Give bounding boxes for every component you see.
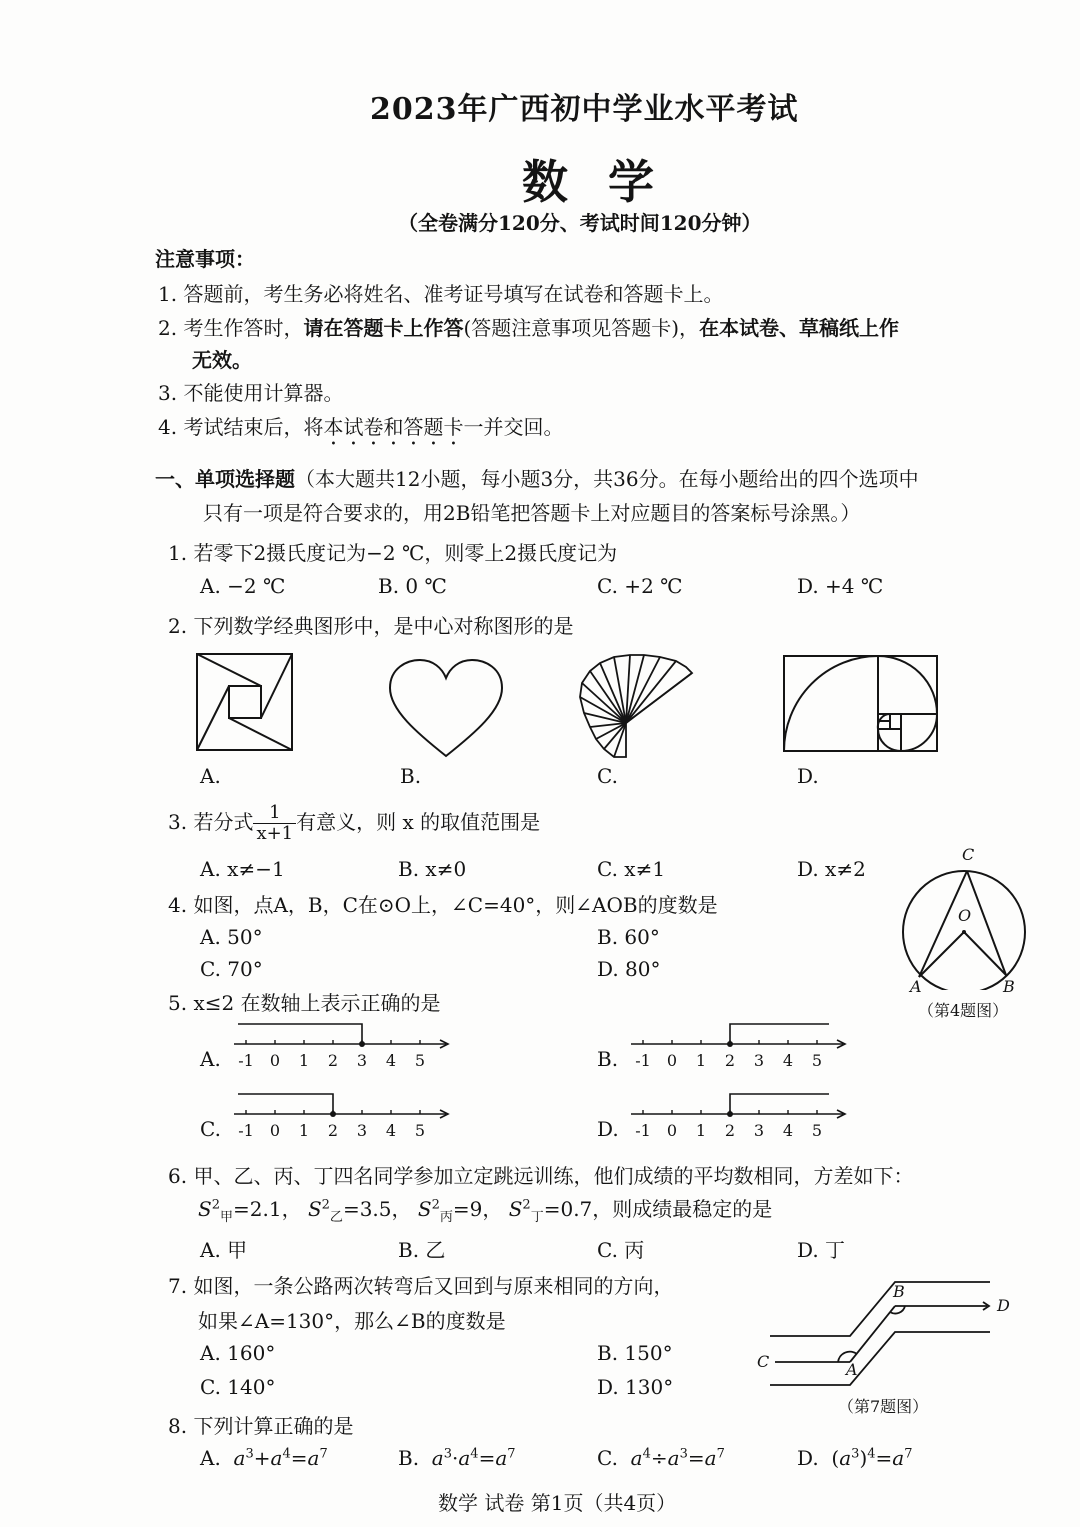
q8-c-exp1: 4 [642,1446,651,1462]
exam-subtitle: （全卷满分120分、考试时间120分钟） [398,211,762,235]
notes-heading: 注意事项： [155,247,255,271]
q7-option-c: C. 140° [200,1375,276,1399]
note-4-part-a: 4. 考试结束后，将 [158,415,324,439]
q8-option-d [797,1446,913,1470]
q8-c-base2: a [667,1446,680,1470]
q2-option-b: B. [400,764,422,788]
q8-a-base1: a [233,1446,246,1470]
q8-b-base2: a [458,1446,471,1470]
tick-label: 4 [385,1051,397,1070]
tick-label: 2 [724,1051,736,1070]
tick-label: 0 [666,1051,678,1070]
q8-b-eq: = [478,1446,496,1470]
q7-label-a: A [846,1360,858,1379]
q7-stem-2: 如果∠A=130°，那么∠B的度数是 [198,1309,506,1333]
note-2-emphasis: 请在答题卡上作答 [303,316,464,340]
q5-option-b: B. [597,1047,619,1071]
q4-option-b: B. 60° [597,925,660,949]
q6-sub-bing: 丙 [439,1210,453,1225]
q7-label-d: D [997,1296,1010,1315]
q8-d-exp1: 3 [851,1446,860,1462]
q8-c-exp2: 3 [679,1446,688,1462]
q3-fraction-numerator: 1 [253,803,296,824]
q7-label-c: C [757,1352,770,1371]
q8-c-label: C. [597,1446,618,1470]
q4-stem: 4. 如图，点A，B，C在⊙O上，∠C=40°，则∠AOB的度数是 [168,893,718,917]
number-line-a [232,1018,454,1070]
q8-c-base3: a [704,1446,717,1470]
tick-label: 5 [811,1051,823,1070]
q8-a-label: A. [200,1446,221,1470]
q3-option-a: A. x≠−1 [200,857,285,881]
q5-option-a: A. [200,1047,221,1071]
tick-label: 5 [414,1051,426,1070]
q1-option-a: A. −2 ℃ [200,574,286,598]
subject-title: 数学 [522,155,694,209]
q6-sup-ding: 2 [522,1197,531,1213]
tick-label: 2 [327,1121,339,1140]
q3-stem-start: 3. 若分式 [168,810,254,834]
q4-label-c: C [962,845,975,864]
q8-d-base1: a [839,1446,852,1470]
q8-d-exp2: 4 [867,1446,876,1462]
q8-c-exp3: 7 [716,1446,725,1462]
q6-variances [198,1193,772,1225]
tick-label: 2 [327,1051,339,1070]
q5-stem: 5. x≤2 在数轴上表示正确的是 [168,991,441,1015]
section-1-instructions: （本大题共12小题，每小题3分，共36分。在每小题给出的四个选项中 [295,467,919,491]
q7-option-a: A. 160° [200,1341,276,1365]
q6-option-d: D. 丁 [797,1238,846,1262]
golden-spiral-figure [782,654,940,754]
tick-label: 1 [298,1051,310,1070]
tick-label: -1 [635,1051,651,1070]
q8-c-op: ÷ [650,1446,668,1470]
q4-figure-caption: （第4题图） [918,1001,1009,1020]
note-2-emphasis-2: 在本试卷、草稿纸上作 [699,316,900,340]
q6-sup-bing: 2 [431,1197,440,1213]
q6-sub-jia: 甲 [219,1210,233,1225]
section-1-title: 单项选择题 [195,467,295,491]
q8-c-eq: = [687,1446,705,1470]
q3-stem-end: 有意义，则 x 的取值范围是 [296,810,541,834]
q8-a-base3: a [307,1446,320,1470]
q8-b-exp3: 7 [507,1446,516,1462]
q6-value-jia: =2.1， [233,1197,302,1221]
q6-sup-yi: 2 [321,1197,330,1213]
solution-ray [730,1024,829,1044]
q6-stem-tail: 则成绩最稳定的是 [612,1197,773,1221]
q2-option-c: C. [597,764,618,788]
tick-label: 3 [356,1051,368,1070]
q6-stem: 6. 甲、乙、丙、丁四名同学参加立定跳远训练，他们成绩的平均数相同，方差如下： [168,1164,914,1188]
tick-label: 3 [753,1051,765,1070]
q8-a-base2: a [270,1446,283,1470]
spiral-fan-figure [574,653,702,759]
endpoint-dot [727,1041,733,1047]
note-4-part-c: 一并交回。 [463,415,564,439]
q3-option-c: C. x≠1 [597,857,666,881]
q6-value-ding: =0.7， [543,1197,613,1221]
endpoint-dot [359,1041,365,1047]
solution-ray [238,1094,333,1114]
section-1-line-2: 只有一项是符合要求的，用2B铅笔把答题卡上对应题目的答案标号涂黑。） [203,501,861,525]
q8-d-lparen: ( [831,1446,840,1470]
tick-label: 2 [724,1121,736,1140]
q1-stem: 1. 若零下2摄氏度记为−2 ℃，则零上2摄氏度记为 [168,541,618,565]
note-2-part-a: 2. 考生作答时， [158,316,304,340]
q8-b-op: · [452,1446,459,1470]
solution-ray [238,1024,362,1044]
q6-s-bing: S [417,1197,432,1221]
section-1-line-1 [155,463,919,492]
tick-label: 3 [356,1121,368,1140]
q1-option-c: C. +2 ℃ [597,574,683,598]
q2-stem: 2. 下列数学经典图形中，是中心对称图形的是 [168,614,574,638]
q6-value-bing: =9， [452,1197,503,1221]
q5-option-d: D. [597,1117,619,1141]
heart-figure [387,658,505,760]
q8-b-exp1: 3 [443,1446,452,1462]
q7-figure-caption: （第7题图） [838,1397,929,1416]
q6-sub-ding: 丁 [530,1210,544,1225]
q8-b-base3: a [495,1446,508,1470]
q8-c-base1: a [630,1446,643,1470]
q8-b-base1: a [431,1446,444,1470]
q8-option-a [200,1446,328,1470]
tick-label: 5 [414,1121,426,1140]
q3-fraction [253,803,296,844]
q1-option-d: D. +4 ℃ [797,574,884,598]
note-2-part-c: (答题注意事项见答题卡)， [463,316,700,340]
q3-fraction-denominator: x+1 [256,823,294,844]
tick-label: 1 [298,1121,310,1140]
page-footer: 数学 试卷 第1页（共4页） [438,1491,677,1515]
tick-label: 5 [811,1121,823,1140]
tick-label: 4 [782,1121,794,1140]
q8-d-exp3: 7 [904,1446,913,1462]
q8-d-label: D. [797,1446,819,1470]
q5-option-c: C. [200,1117,221,1141]
q6-s-ding: S [508,1197,523,1221]
q3-stem [168,800,540,844]
q4-option-a: A. 50° [200,925,263,949]
q7-label-b: B [893,1282,905,1301]
q6-s-yi: S [307,1197,322,1221]
number-line-c [232,1088,454,1140]
q6-sup-jia: 2 [211,1197,220,1213]
tick-label: -1 [238,1051,254,1070]
q2-option-a: A. [200,764,221,788]
q4-label-a: A [910,977,922,996]
q2-option-d: D. [797,764,819,788]
tick-label: 0 [269,1121,281,1140]
section-1-number: 一、 [155,467,195,491]
q6-option-b: B. 乙 [398,1238,446,1262]
note-1: 1. 答题前，考生务必将姓名、准考证号填写在试卷和答题卡上。 [158,282,724,306]
tick-label: 1 [695,1051,707,1070]
q4-option-d: D. 80° [597,957,661,981]
solution-ray [730,1094,829,1114]
q1-option-b: B. 0 ℃ [378,574,447,598]
q3-option-b: B. x≠0 [398,857,467,881]
exam-title: 2023年广西初中学业水平考试 [370,92,799,127]
q3-option-d: D. x≠2 [797,857,866,881]
q8-d-base2: a [892,1446,905,1470]
tick-label: 0 [269,1051,281,1070]
q7-stem-1: 7. 如图，一条公路两次转弯后又回到与原来相同的方向， [168,1274,674,1298]
q8-option-b [398,1446,516,1470]
note-4-dotted: 本试卷和答题卡 [323,415,464,439]
tick-label: 4 [385,1121,397,1140]
note-2-cont: 无效。 [192,348,252,372]
note-3: 3. 不能使用计算器。 [158,381,344,405]
q8-d-rparen: ) [859,1446,868,1470]
q8-a-op: + [253,1446,271,1470]
q4-label-b: B [1003,977,1015,996]
number-line-b [629,1018,851,1070]
q8-d-eq: = [875,1446,893,1470]
q8-option-c [597,1446,725,1470]
q6-sub-yi: 乙 [329,1210,343,1225]
q8-b-label: B. [398,1446,420,1470]
q8-b-exp2: 4 [470,1446,479,1462]
endpoint-dot [727,1111,733,1117]
tick-label: 4 [782,1051,794,1070]
q8-a-exp2: 4 [282,1446,291,1462]
endpoint-dot [330,1111,336,1117]
road-figure [765,1270,995,1395]
q6-option-c: C. 丙 [597,1238,645,1262]
tick-label: 3 [753,1121,765,1140]
q6-option-a: A. 甲 [200,1238,248,1262]
note-2 [158,312,899,341]
number-line-d [629,1088,851,1140]
pinwheel-square-figure [195,652,295,754]
q4-option-c: C. 70° [200,957,263,981]
q8-stem: 8. 下列计算正确的是 [168,1414,354,1438]
q4-label-o: O [958,906,972,925]
q8-a-eq: = [290,1446,308,1470]
tick-label: 0 [666,1121,678,1140]
tick-label: -1 [238,1121,254,1140]
q8-a-exp1: 3 [245,1446,254,1462]
circle-figure [900,862,1028,990]
q7-option-d: D. 130° [597,1375,674,1399]
tick-label: 1 [695,1121,707,1140]
note-4 [158,411,563,450]
q8-a-exp3: 7 [319,1446,328,1462]
q6-s-jia: S [198,1197,212,1221]
q6-value-yi: =3.5， [342,1197,412,1221]
tick-label: -1 [635,1121,651,1140]
q7-option-b: B. 150° [597,1341,673,1365]
